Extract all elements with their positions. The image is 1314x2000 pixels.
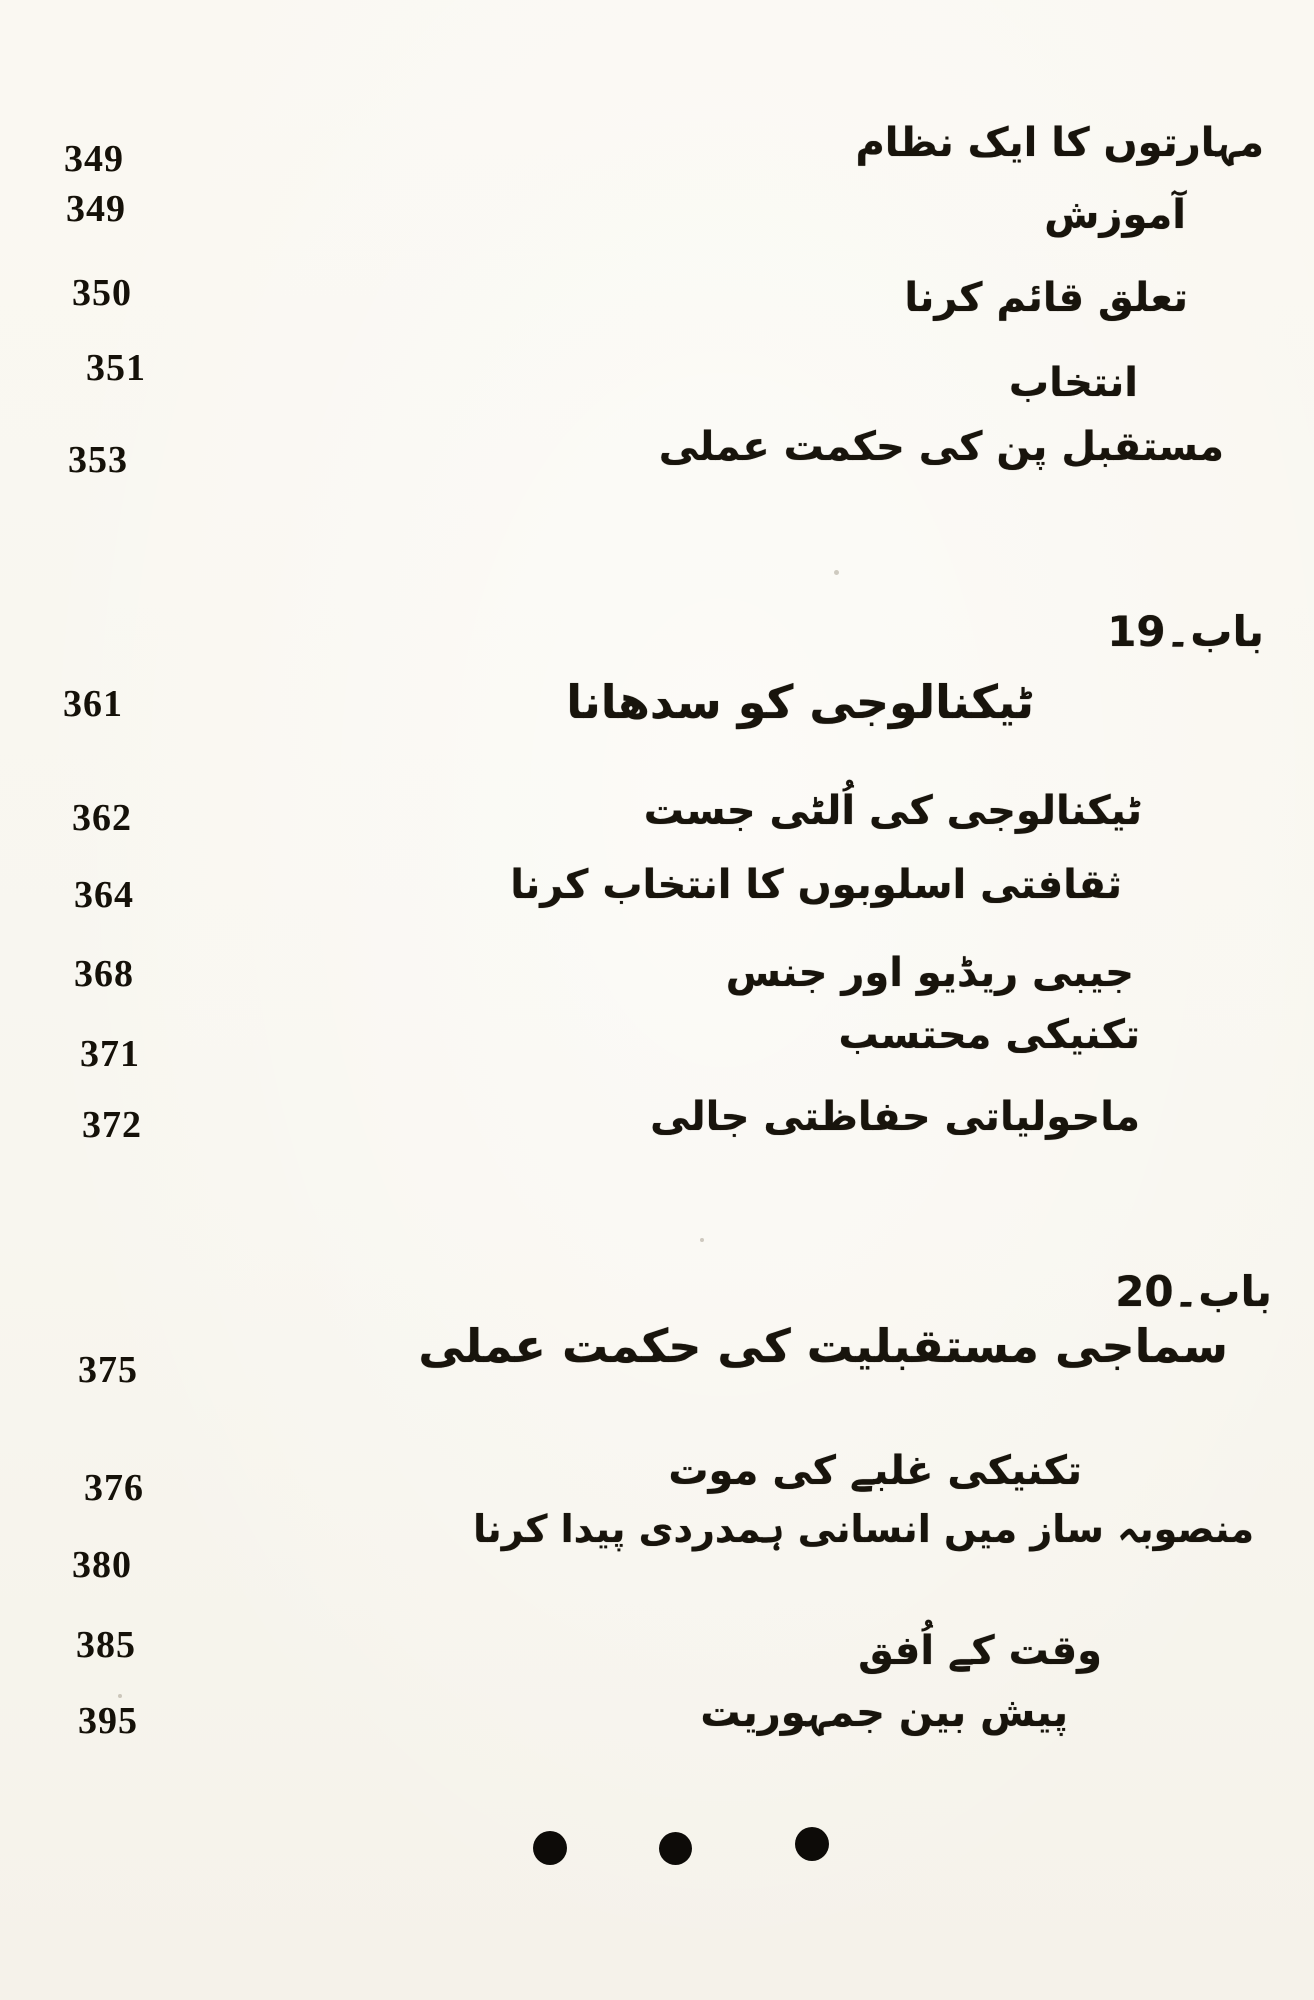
page-number: 371 [80, 1033, 140, 1075]
toc-entry-title: انتخاب [1008, 360, 1138, 406]
toc-entry-title: مستقبل پن کی حکمت عملی [658, 424, 1224, 470]
page-number: 385 [76, 1624, 136, 1666]
page-number: 349 [64, 138, 124, 180]
page-number: 395 [78, 1700, 138, 1742]
toc-entry-title: تعلق قائم کرنا [904, 275, 1188, 321]
chapter-title: ٹیکنالوجی کو سدھانا [566, 675, 1034, 729]
toc-entry-title: منصوبہ ساز میں انسانی ہمدردی پیدا کرنا [473, 1507, 1254, 1551]
toc-entry-title: ماحولیاتی حفاظتی جالی [650, 1094, 1140, 1140]
toc-entry-title: وقت کے اُفق [858, 1628, 1102, 1674]
scan-speck [700, 1238, 704, 1242]
toc-entry-title: پیش بین جمہوریت [700, 1690, 1068, 1736]
page-number: 353 [68, 439, 128, 481]
page-number: 375 [78, 1349, 138, 1391]
divider-dot-icon [795, 1827, 829, 1861]
toc-entry-title: تکنیکی غلبے کی موت [668, 1448, 1082, 1494]
toc-entry-title: تکنیکی محتسب [838, 1012, 1140, 1058]
toc-entry-title: مہارتوں کا ایک نظام [855, 120, 1264, 166]
toc-entry-title: ثقافتی اسلوبوں کا انتخاب کرنا [510, 862, 1122, 908]
page-number: 362 [72, 797, 132, 839]
page-number: 361 [63, 683, 123, 725]
page-number: 368 [74, 953, 134, 995]
scan-speck [118, 1694, 122, 1698]
chapter-heading: باب۔19 [1107, 607, 1264, 656]
toc-entry-title: ٹیکنالوجی کی اُلٹی جست [643, 788, 1142, 834]
divider-dot-icon [659, 1832, 692, 1865]
scan-speck [834, 570, 839, 575]
page-number: 372 [82, 1104, 142, 1146]
chapter-heading: باب۔20 [1115, 1267, 1272, 1316]
page-number: 351 [86, 347, 146, 389]
toc-entry-title: آموزش [1044, 192, 1186, 238]
toc-entry-title: جیبی ریڈیو اور جنس [725, 950, 1134, 996]
page-number: 364 [74, 874, 134, 916]
page-number: 380 [72, 1544, 132, 1586]
page-number: 376 [84, 1467, 144, 1509]
chapter-title: سماجی مستقبلیت کی حکمت عملی [418, 1319, 1228, 1373]
page-number: 349 [66, 188, 126, 230]
divider-dot-icon [533, 1831, 567, 1865]
page-number: 350 [72, 272, 132, 314]
